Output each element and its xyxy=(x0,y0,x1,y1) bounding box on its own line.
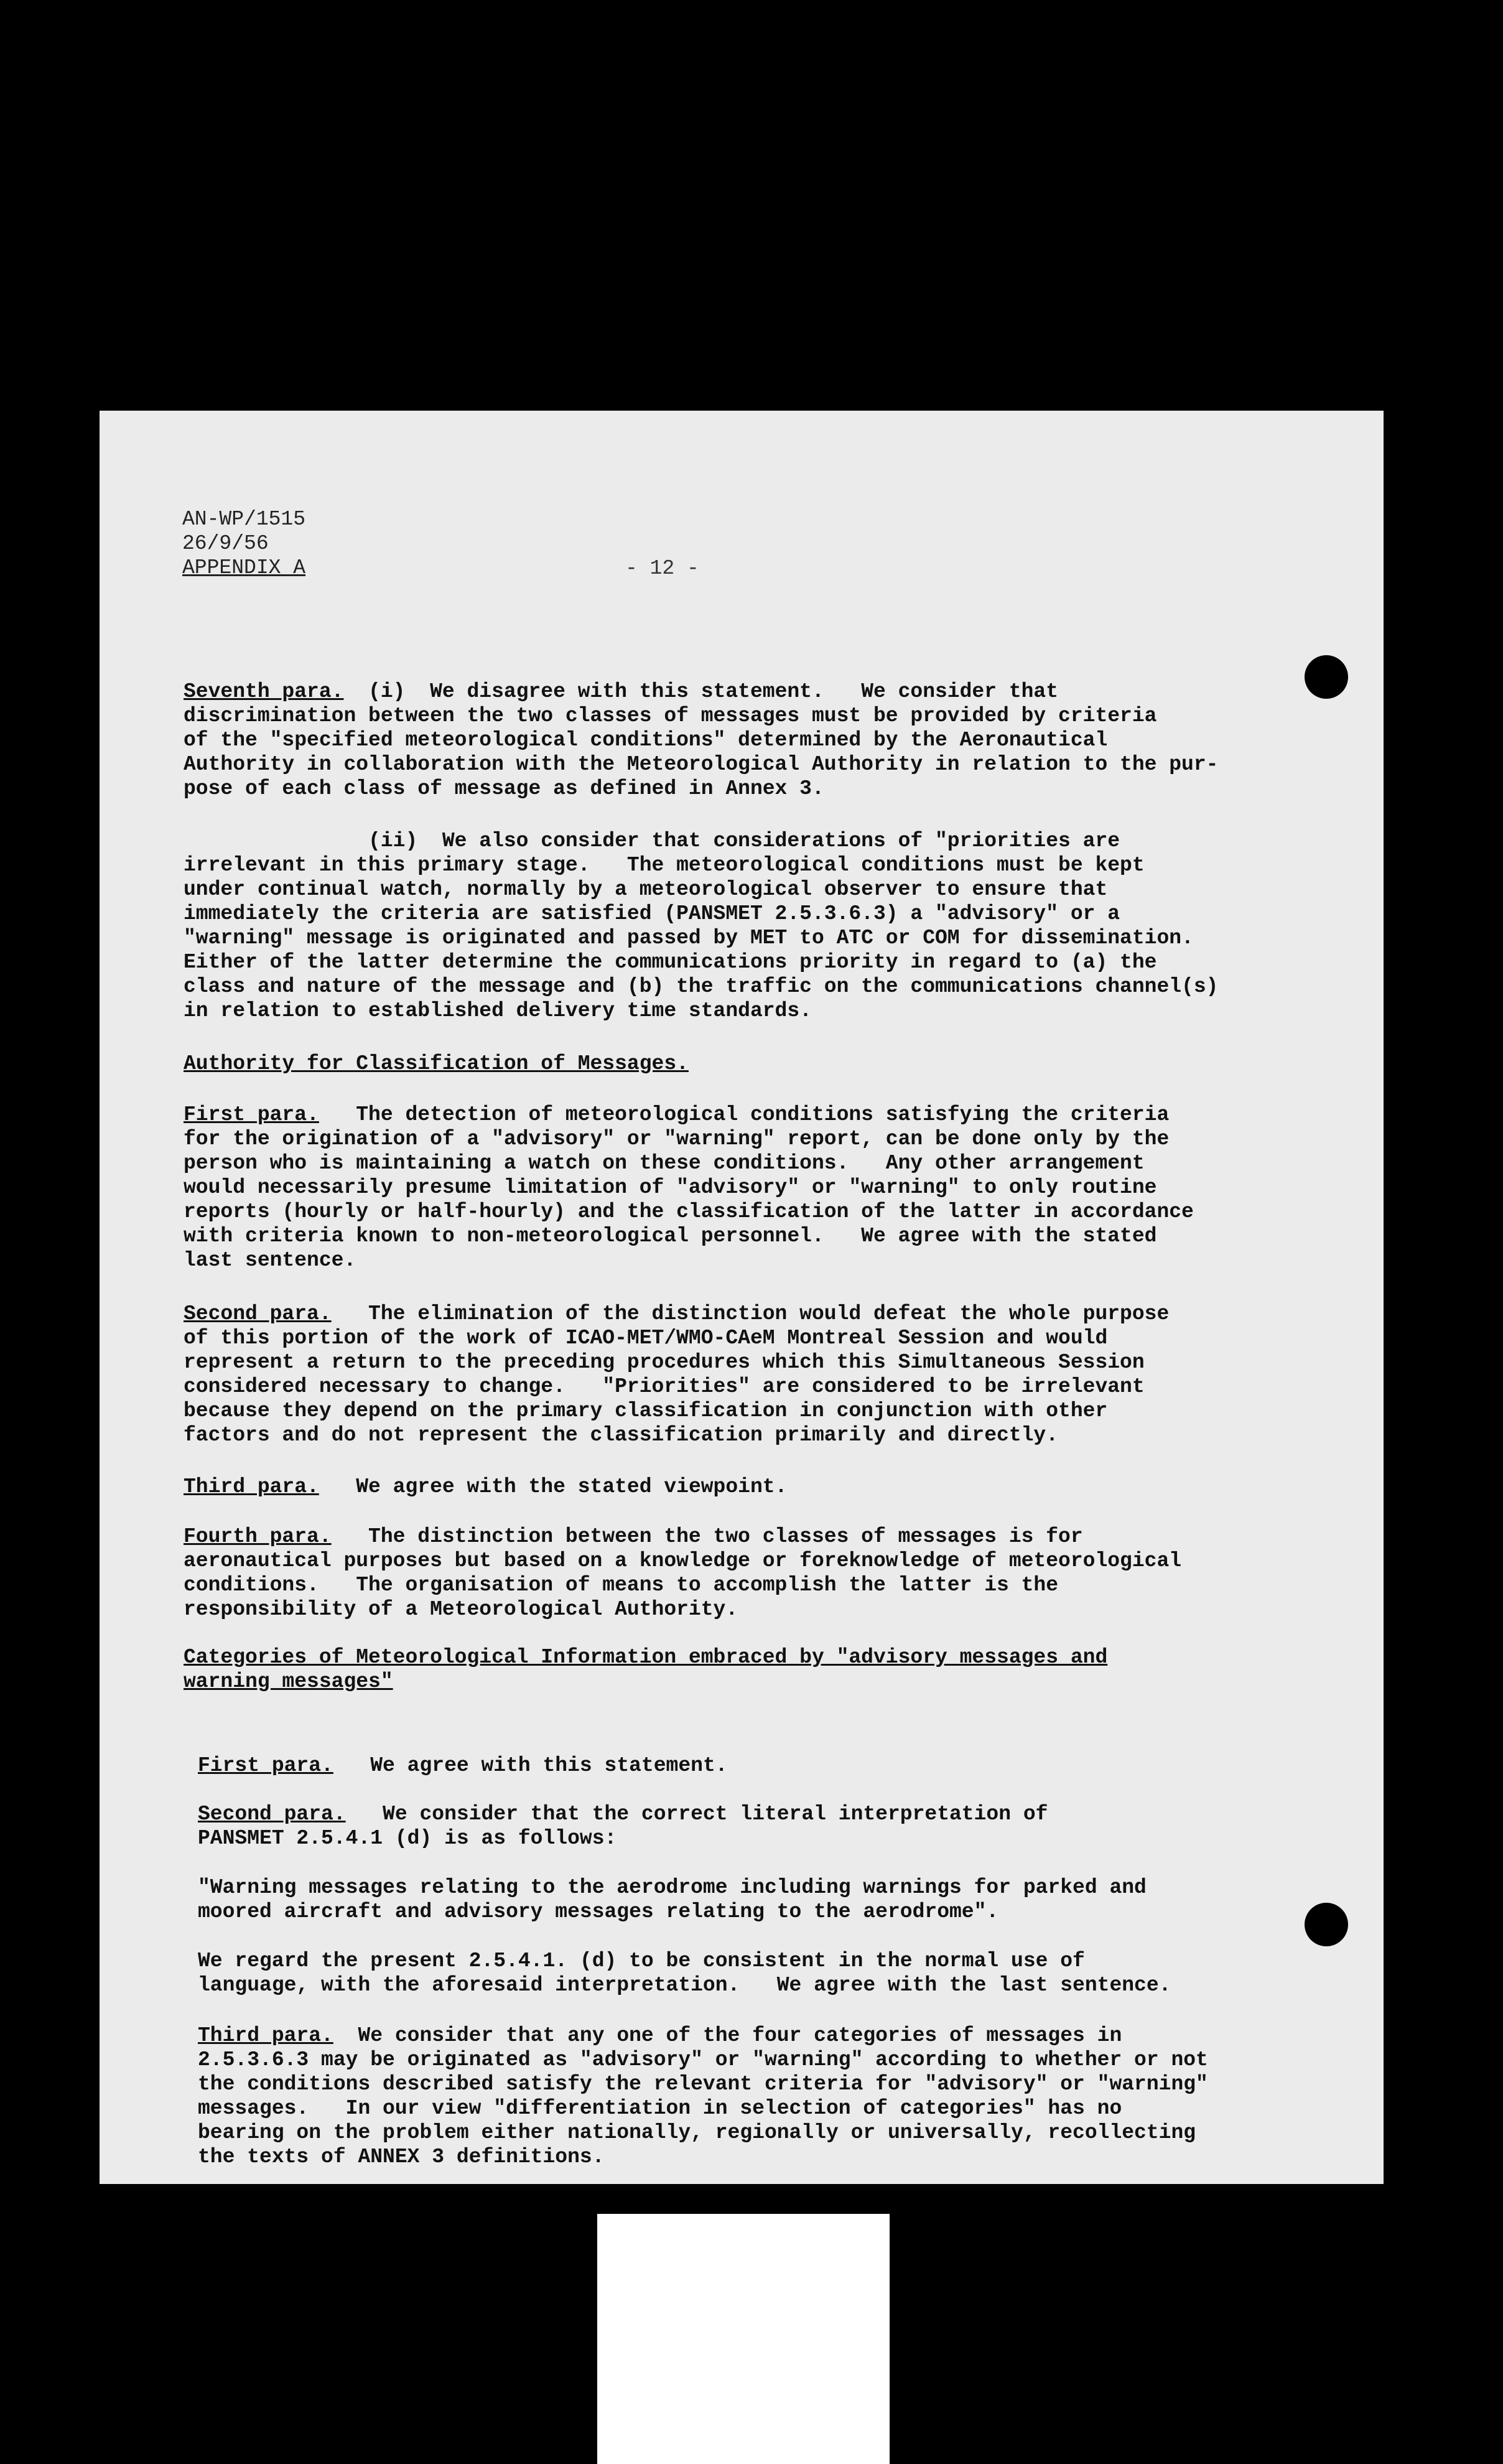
paragraph-second-authority: Second para. The elimination of the distinction would defeat the whole purpose of this portion of the work of ICAO-MET/WMO-CAeM Montreal Session and would represent a return to the preceding procedures which this Simultaneous Session considered necessary to change. "Priorities" are considered to be irrelevant because they depend on the primary classification in conjunction with other factors and do not represent the classification primarily and directly. xyxy=(184,1302,1170,1447)
paragraph-fourth-authority: Fourth para. The distinction between the two classes of messages is for aeronautical purposes but based on a knowledge or foreknowledge of meteorological conditions. The organisation of means to accomplish the latter is the responsibility of a Meteorological Authority. xyxy=(184,1525,1182,1621)
paragraph-lead: Third para. xyxy=(198,2024,333,2047)
paragraph-first-categories: First para. We agree with this statement. xyxy=(198,1754,728,1777)
page-number: - 12 - xyxy=(625,557,699,580)
punch-hole-bottom xyxy=(1305,1903,1348,1946)
paragraph-regard: We regard the present 2.5.4.1. (d) to be consistent in the normal use of language, with the aforesaid interpretation. We agree with the last sentence. xyxy=(198,1949,1171,1997)
paragraph-third-categories: Third para. We consider that any one of the four categories of messages in 2.5.3.6.3 may be originated as "advisory" or "warning" according to whether or not the conditions described satisfy the relevant criteria for "advisory" or "warning" messages. In our view "differentiation in selection of categories" has no bearing on the problem either nationally, regionally or universally, recollecting the texts of ANNEX 3 definitions. xyxy=(198,2024,1208,2168)
punch-hole-top xyxy=(1305,655,1348,699)
paragraph-lead: First para. xyxy=(198,1754,333,1777)
document-reference xyxy=(182,507,305,580)
appendix-label: APPENDIX A xyxy=(182,556,306,579)
paragraph-second-categories: Second para. We consider that the correct literal interpretation of PANSMET 2.5.4.1 (d) is as follows: xyxy=(198,1803,1048,1850)
paragraph-third-authority: Third para. We agree with the stated viewpoint. xyxy=(184,1475,788,1498)
white-card xyxy=(597,2214,890,2464)
paragraph-lead: Second para. xyxy=(198,1803,346,1826)
section-heading-authority: Authority for Classification of Messages. xyxy=(184,1052,689,1075)
paragraph-lead: First para. xyxy=(184,1103,319,1126)
ref-number: AN-WP/1515 xyxy=(182,508,306,531)
paragraph-seventh: Seventh para. (i) We disagree with this statement. We consider that discrimination between the two classes of messages must be provided by criteria of the "specified meteorological conditions" determined by the Aeronautical Authority in collaboration with the Meteorological Authority in relation to the pur- pose of each class of message as defined in Annex 3. xyxy=(184,680,1219,800)
ref-date: 26/9/56 xyxy=(182,532,269,555)
paragraph-first-authority: First para. The detection of meteorological conditions satisfying the criteria for the origination of a "advisory" or "warning" report, can be done only by the person who is maintaining a watch on these conditions. Any other arrangement would necessarily presume limitation of "advisory" or "warning" to only routine reports (hourly or half-hourly) and the classification of the latter in accordance with criteria known to non-meteorological personnel. We agree with the stated last sentence. xyxy=(184,1103,1194,1272)
paragraph-lead: Second para. xyxy=(184,1302,332,1325)
paragraph-lead: Seventh para. xyxy=(184,680,344,703)
paragraph-lead: Fourth para. xyxy=(184,1525,332,1548)
quoted-interpretation: "Warning messages relating to the aerodrome including warnings for parked and moored aircraft and advisory messages relating to the aerodrome". xyxy=(198,1876,1147,1923)
section-heading-categories: Categories of Meteorological Information embraced by "advisory messages and warning messages" xyxy=(184,1646,1108,1693)
paragraph-seventh-ii: (ii) We also consider that considerations of "priorities are irrelevant in this primary stage. The meteorological conditions must be kept under continual watch, normally by a meteorological observer to ensure that immediately the criteria are satisfied (PANSMET 2.5.3.6.3) a "advisory" or a "warning" message is originated and passed by MET to ATC or COM for dissemination. Either of the latter determine the communications priority in regard to (a) the class and nature of the message and (b) the traffic on the communications channel(s) in relation to established delivery time standards. xyxy=(184,829,1219,1022)
paragraph-lead: Third para. xyxy=(184,1475,319,1498)
